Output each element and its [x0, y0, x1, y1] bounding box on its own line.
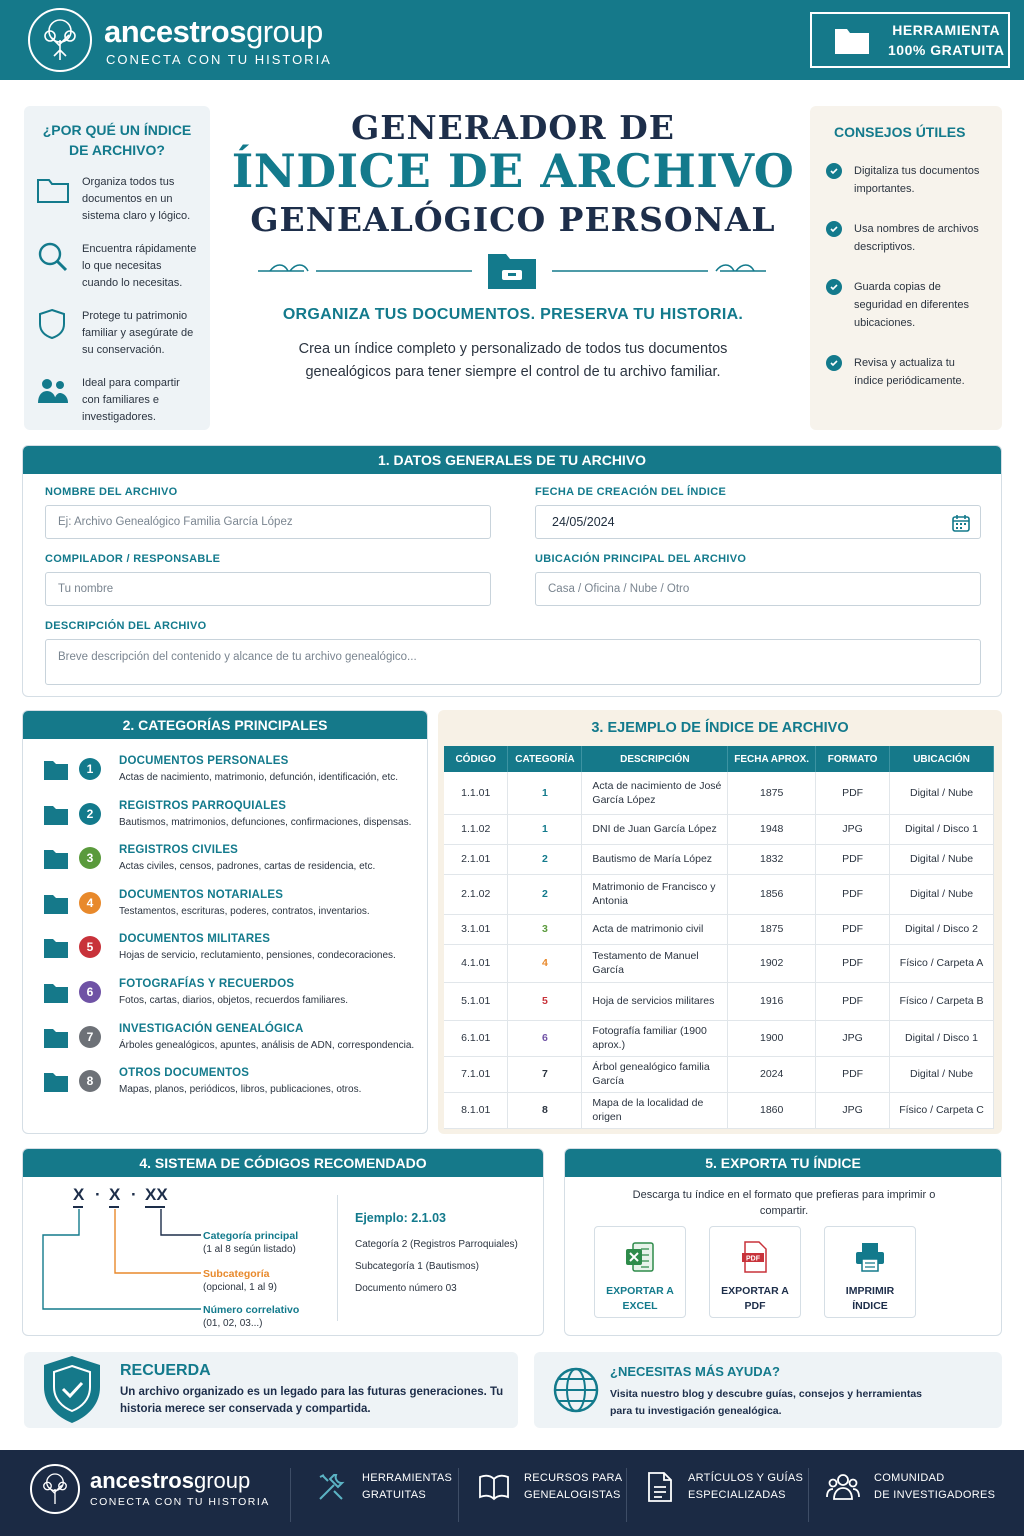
category-name: INVESTIGACIÓN GENEALÓGICA: [119, 1022, 304, 1035]
table-row[interactable]: [444, 1056, 994, 1092]
tip-item: [826, 354, 986, 390]
title-line2: ÍNDICE DE ARCHIVO: [231, 144, 795, 198]
index-example-section: [438, 710, 1002, 1134]
cell-category: 1: [508, 814, 582, 844]
title-line1: GENERADOR DE: [351, 108, 675, 147]
cell-category: 3: [508, 914, 582, 944]
footer-link-line1: COMUNIDAD: [874, 1472, 945, 1484]
section1-title: 1. DATOS GENERALES DE TU ARCHIVO: [23, 446, 1001, 474]
tree-logo-icon[interactable]: [28, 8, 92, 72]
check-icon: [826, 355, 842, 371]
category-item[interactable]: [43, 1067, 361, 1095]
hero-description: Crea un índice completo y personalizado de todos tus documentos genealógicos para tener siempre el control de tu archivo familiar.: [298, 341, 728, 380]
footer-link-articles[interactable]: [646, 1470, 803, 1504]
example-line: Categoría 2 (Registros Parroquiales): [355, 1239, 518, 1250]
brand-tagline: CONECTA CON TU HISTORIA: [106, 52, 332, 67]
pdf-badge-text: PDF: [746, 1255, 760, 1263]
category-name: DOCUMENTOS MILITARES: [119, 933, 271, 946]
compiler-input[interactable]: Tu nombre: [45, 572, 491, 606]
table-row[interactable]: [444, 874, 994, 914]
folder-icon: [43, 937, 69, 959]
cell-description: DNI de Juan García López: [582, 814, 728, 844]
code-subcategory-label: Subcategoría: [203, 1268, 270, 1280]
category-item[interactable]: [43, 1023, 414, 1051]
category-description: Actas civiles, censos, padrones, cartas de residencia, etc.: [119, 861, 376, 873]
code-number-label: Número correlativo: [203, 1304, 300, 1316]
footer-link-line2: ESPECIALIZADAS: [688, 1489, 786, 1501]
cell-location: Físico / Carpeta C: [890, 1092, 994, 1128]
cell-date: 1856: [728, 874, 816, 914]
footer-tree-logo-icon[interactable]: [30, 1464, 80, 1514]
cell-category: 1: [508, 772, 582, 814]
code-category-detail: (1 al 8 según listado): [203, 1244, 296, 1255]
category-description: Árboles genealógicos, apuntes, análisis de ADN, correspondencia.: [119, 1039, 415, 1051]
export-excel-line1: EXPORTAR A: [606, 1285, 674, 1297]
tools-icon: [316, 1471, 348, 1503]
folder-icon: [43, 1027, 69, 1049]
category-number-badge: 7: [79, 1026, 101, 1048]
free-tool-badge: [810, 12, 1010, 68]
hero-subtitle: ORGANIZA TUS DOCUMENTOS. PRESERVA TU HISTORIA.: [282, 306, 744, 323]
table-row[interactable]: [444, 844, 994, 874]
cell-format: JPG: [816, 1020, 890, 1056]
creation-date-input[interactable]: [535, 505, 981, 539]
code-dot: ·: [95, 1185, 101, 1204]
cell-description: Testamento de Manuel García: [582, 944, 728, 982]
table-row[interactable]: [444, 814, 994, 844]
category-item[interactable]: [43, 978, 348, 1006]
description-textarea[interactable]: Breve descripción del contenido y alcance de tu archivo genealógico...: [45, 639, 981, 685]
folder-icon: [43, 1071, 69, 1093]
cell-code: 3.1.01: [444, 914, 508, 944]
folder-icon: [43, 804, 69, 826]
compiler-label: COMPILADOR / RESPONSABLE: [45, 553, 221, 565]
badge-line1: HERRAMIENTA: [892, 22, 1001, 38]
cell-category: 7: [508, 1056, 582, 1092]
cell-format: JPG: [816, 1092, 890, 1128]
remember-box: [24, 1352, 518, 1428]
cell-format: PDF: [816, 944, 890, 982]
category-description: Fotos, cartas, diarios, objetos, recuerdos familiares.: [119, 995, 348, 1006]
folder-icon: [43, 893, 69, 915]
tip-text: Usa nombres de archivos descriptivos.: [854, 223, 979, 253]
cell-location: Digital / Disco 2: [890, 914, 994, 944]
cell-code: 2.1.01: [444, 844, 508, 874]
why-item: [36, 308, 198, 359]
archive-box-icon: [256, 248, 768, 294]
tip-item: [826, 220, 986, 256]
globe-icon[interactable]: [552, 1366, 600, 1414]
book-icon: [478, 1471, 510, 1503]
cell-location: Físico / Carpeta B: [890, 982, 994, 1020]
shield-icon: [36, 308, 70, 340]
cell-category: 6: [508, 1020, 582, 1056]
table-row[interactable]: [444, 944, 994, 982]
category-item[interactable]: [43, 889, 370, 917]
date-value: 24/05/2024: [552, 515, 615, 529]
code-system-section: [22, 1148, 544, 1336]
footer-link-resources[interactable]: [478, 1470, 622, 1504]
code-dot: ·: [131, 1185, 137, 1204]
why-item: [36, 174, 198, 225]
remember-text: Un archivo organizado es un legado para las futuras generaciones. Tu historia merece ser conservada y compartida.: [120, 1386, 504, 1415]
cell-location: Digital / Nube: [890, 772, 994, 814]
why-item-text: Organiza todos tus documentos en un sistema claro y lógico.: [82, 176, 191, 222]
section4-title: 4. SISTEMA DE CÓDIGOS RECOMENDADO: [23, 1149, 543, 1177]
section2-title: 2. CATEGORÍAS PRINCIPALES: [23, 711, 427, 739]
archive-name-input[interactable]: Ej: Archivo Genealógico Familia García López: [45, 505, 491, 539]
why-item: [36, 241, 198, 292]
category-description: Bautismos, matrimonios, defunciones, confirmaciones, dispensas.: [119, 816, 412, 828]
cell-format: JPG: [816, 814, 890, 844]
code-category-label: Categoría principal: [203, 1230, 299, 1242]
cell-format: PDF: [816, 982, 890, 1020]
cell-date: 1860: [728, 1092, 816, 1128]
col-header-code[interactable]: CÓDIGO: [444, 746, 508, 772]
cell-location: Digital / Nube: [890, 844, 994, 874]
location-label: UBICACIÓN PRINCIPAL DEL ARCHIVO: [535, 553, 747, 565]
cell-description: Acta de matrimonio civil: [582, 914, 728, 944]
export-pdf-line2: PDF: [744, 1300, 766, 1312]
cell-code: 8.1.01: [444, 1092, 508, 1128]
table-row[interactable]: [444, 914, 994, 944]
cell-code: 6.1.01: [444, 1020, 508, 1056]
cell-code: 1.1.02: [444, 814, 508, 844]
print-line1: IMPRIMIR: [845, 1285, 895, 1297]
export-pdf-button[interactable]: [709, 1226, 801, 1318]
help-title[interactable]: ¿NECESITAS MÁS AYUDA?: [610, 1364, 780, 1379]
cell-date: 1900: [728, 1020, 816, 1056]
check-icon: [826, 221, 842, 237]
category-item[interactable]: [43, 933, 396, 961]
footer-link-line2: GRATUITAS: [362, 1489, 427, 1501]
cell-category: 8: [508, 1092, 582, 1128]
cell-format: PDF: [816, 844, 890, 874]
export-pdf-line1: EXPORTAR A: [721, 1285, 789, 1297]
check-icon: [826, 163, 842, 179]
index-table: [444, 746, 994, 1129]
category-description: Actas de nacimiento, matrimonio, defunción, identificación, etc.: [119, 772, 399, 783]
divider: [808, 1468, 809, 1522]
cell-location: Físico / Carpeta A: [890, 944, 994, 982]
why-item-text: Ideal para compartir con familiares e investigadores.: [82, 377, 180, 423]
tips-title: CONSEJOS ÚTILES: [834, 124, 966, 140]
cell-date: 1832: [728, 844, 816, 874]
calendar-icon[interactable]: [952, 514, 970, 532]
footer-link-community[interactable]: [826, 1470, 995, 1504]
category-number-badge: 5: [79, 936, 101, 958]
example-title: Ejemplo: 2.1.03: [355, 1211, 447, 1225]
col-header-category[interactable]: CATEGORÍA: [508, 746, 582, 772]
category-number-badge: 2: [79, 803, 101, 825]
section5-title: 5. EXPORTA TU ÍNDICE: [565, 1149, 1001, 1177]
footer: [0, 1450, 1024, 1536]
folder-icon: [43, 982, 69, 1004]
col-header-date[interactable]: FECHA APROX.: [728, 746, 816, 772]
cell-code: 1.1.01: [444, 772, 508, 814]
help-text: Visita nuestro blog y descubre guías, consejos y herramientas para tu investigación genealógica.: [610, 1388, 922, 1417]
why-title: ¿POR QUÉ UN ÍNDICE DE ARCHIVO?: [42, 122, 192, 158]
category-number-badge: 3: [79, 847, 101, 869]
cell-date: 1948: [728, 814, 816, 844]
cell-format: PDF: [816, 914, 890, 944]
cell-category: 5: [508, 982, 582, 1020]
category-number-badge: 8: [79, 1070, 101, 1092]
category-number-badge: 6: [79, 981, 101, 1003]
cell-category: 2: [508, 874, 582, 914]
badge-line2: 100% GRATUITA: [888, 42, 1005, 58]
why-panel: [24, 106, 210, 430]
code-number-xx: XX: [145, 1185, 168, 1204]
category-item[interactable]: [43, 755, 398, 783]
printer-icon: [854, 1241, 886, 1273]
why-item-text: Encuentra rápidamente lo que necesitas cuando lo necesitas.: [82, 243, 197, 289]
divider: [458, 1468, 459, 1522]
cell-code: 4.1.01: [444, 944, 508, 982]
col-header-location[interactable]: UBICACIÓN: [890, 746, 994, 772]
description-label: DESCRIPCIÓN DEL ARCHIVO: [45, 620, 207, 632]
example-line: Documento número 03: [355, 1283, 457, 1294]
remember-title: RECUERDA: [120, 1362, 211, 1379]
table-row[interactable]: [444, 1020, 994, 1056]
cell-date: 1916: [728, 982, 816, 1020]
category-item[interactable]: [43, 800, 411, 828]
folder-icon: [43, 848, 69, 870]
category-description: Mapas, planos, periódicos, libros, publicaciones, otros.: [119, 1084, 362, 1096]
cell-date: 1875: [728, 914, 816, 944]
col-header-description[interactable]: DESCRIPCIÓN: [582, 746, 728, 772]
code-number-detail: (01, 02, 03...): [203, 1318, 263, 1329]
cell-description: Fotografía familiar (1900 aprox.): [582, 1020, 728, 1056]
category-name: REGISTROS CIVILES: [119, 844, 239, 857]
print-index-button[interactable]: [824, 1226, 916, 1318]
check-icon: [826, 279, 842, 295]
cell-code: 2.1.02: [444, 874, 508, 914]
brand-name[interactable]: ancestrosgroup: [104, 14, 323, 49]
tip-text: Revisa y actualiza tu índice periódicamente.: [854, 357, 965, 387]
cell-date: 1902: [728, 944, 816, 982]
tip-text: Digitaliza tus documentos importantes.: [854, 165, 980, 195]
top-header: [0, 0, 1024, 80]
cell-description: Matrimonio de Francisco y Antonia: [582, 874, 728, 914]
archive-name-label: NOMBRE DEL ARCHIVO: [45, 486, 178, 498]
category-description: Testamentos, escrituras, poderes, contratos, inventarios.: [119, 905, 370, 917]
category-description: Hojas de servicio, reclutamiento, pensiones, condecoraciones.: [119, 950, 396, 962]
export-intro: Descarga tu índice en el formato que prefieras para imprimir o compartir.: [632, 1189, 936, 1217]
categories-section: [22, 710, 428, 1134]
cell-location: Digital / Nube: [890, 1056, 994, 1092]
cell-description: Hoja de servicios militares: [582, 982, 728, 1020]
cell-category: 4: [508, 944, 582, 982]
footer-link-line2: DE INVESTIGADORES: [874, 1489, 996, 1501]
cell-location: Digital / Nube: [890, 874, 994, 914]
divider: [626, 1468, 627, 1522]
cell-description: Árbol genealógico familia García: [582, 1056, 728, 1092]
category-name: DOCUMENTOS NOTARIALES: [119, 888, 284, 901]
footer-link-line1: RECURSOS PARA: [524, 1472, 623, 1484]
cell-description: Mapa de la localidad de origen: [582, 1092, 728, 1128]
table-row[interactable]: [444, 982, 994, 1020]
folder-icon: [43, 759, 69, 781]
divider: [290, 1468, 291, 1522]
cell-category: 2: [508, 844, 582, 874]
footer-link-line1: HERRAMIENTAS: [362, 1472, 453, 1484]
general-data-section: [22, 445, 1002, 697]
location-input[interactable]: Casa / Oficina / Nube / Otro: [535, 572, 981, 606]
export-excel-line2: EXCEL: [622, 1300, 658, 1312]
category-number-badge: 4: [79, 892, 101, 914]
shield-check-icon: [40, 1354, 104, 1426]
code-connector-lines: [39, 1205, 209, 1317]
community-icon: [826, 1471, 860, 1503]
excel-icon: [625, 1241, 655, 1273]
title-line3: GENEALÓGICO PERSONAL: [250, 200, 776, 239]
example-line: Subcategoría 1 (Bautismos): [355, 1261, 479, 1272]
cell-format: PDF: [816, 772, 890, 814]
export-excel-button[interactable]: [594, 1226, 686, 1318]
footer-brand[interactable]: ancestrosgroup: [90, 1468, 251, 1493]
creation-date-label: FECHA DE CREACIÓN DEL ÍNDICE: [535, 486, 727, 498]
folder-icon: [36, 174, 70, 206]
code-category-x: X: [73, 1185, 85, 1204]
section3-title: 3. EJEMPLO DE ÍNDICE DE ARCHIVO: [591, 720, 849, 736]
cell-format: PDF: [816, 1056, 890, 1092]
category-item[interactable]: [43, 844, 375, 872]
print-line2: ÍNDICE: [852, 1300, 888, 1312]
cell-code: 5.1.01: [444, 982, 508, 1020]
table-row[interactable]: [444, 1092, 994, 1128]
divider: [337, 1195, 338, 1321]
cell-date: 2024: [728, 1056, 816, 1092]
col-header-format[interactable]: FORMATO: [816, 746, 890, 772]
category-name: FOTOGRAFÍAS Y RECUERDOS: [119, 978, 295, 990]
cell-location: Digital / Disco 1: [890, 1020, 994, 1056]
why-item-text: Protege tu patrimonio familiar y asegúrate de su conservación.: [82, 310, 194, 356]
footer-link-tools[interactable]: [316, 1470, 452, 1504]
footer-link-line2: GENEALOGISTAS: [524, 1489, 621, 1501]
category-number-badge: 1: [79, 758, 101, 780]
tip-text: Guarda copias de seguridad en diferentes ubicaciones.: [854, 281, 969, 329]
document-icon: [646, 1471, 674, 1503]
cell-code: 7.1.01: [444, 1056, 508, 1092]
cell-description: Acta de nacimiento de José García López: [582, 772, 728, 814]
cell-location: Digital / Disco 1: [890, 814, 994, 844]
cell-date: 1875: [728, 772, 816, 814]
cell-description: Bautismo de María López: [582, 844, 728, 874]
help-box: [534, 1352, 1002, 1428]
people-icon: [36, 375, 70, 407]
footer-tagline: CONECTA CON TU HISTORIA: [90, 1496, 270, 1508]
tips-panel: [810, 106, 1002, 430]
category-name: DOCUMENTOS PERSONALES: [119, 755, 289, 767]
table-row[interactable]: [444, 772, 994, 814]
search-icon: [36, 241, 70, 273]
tip-item: [826, 278, 986, 332]
code-subcategory-detail: (opcional, 1 al 9): [203, 1282, 277, 1293]
why-item: [36, 375, 198, 426]
category-name: OTROS DOCUMENTOS: [119, 1067, 250, 1080]
folder-icon: [834, 25, 870, 55]
footer-link-line1: ARTÍCULOS Y GUÍAS: [688, 1472, 804, 1484]
cell-format: PDF: [816, 874, 890, 914]
category-name: REGISTROS PARROQUIALES: [119, 799, 287, 812]
code-subcategory-x: X: [109, 1185, 121, 1204]
pdf-icon: [740, 1241, 770, 1273]
tip-item: [826, 162, 986, 198]
